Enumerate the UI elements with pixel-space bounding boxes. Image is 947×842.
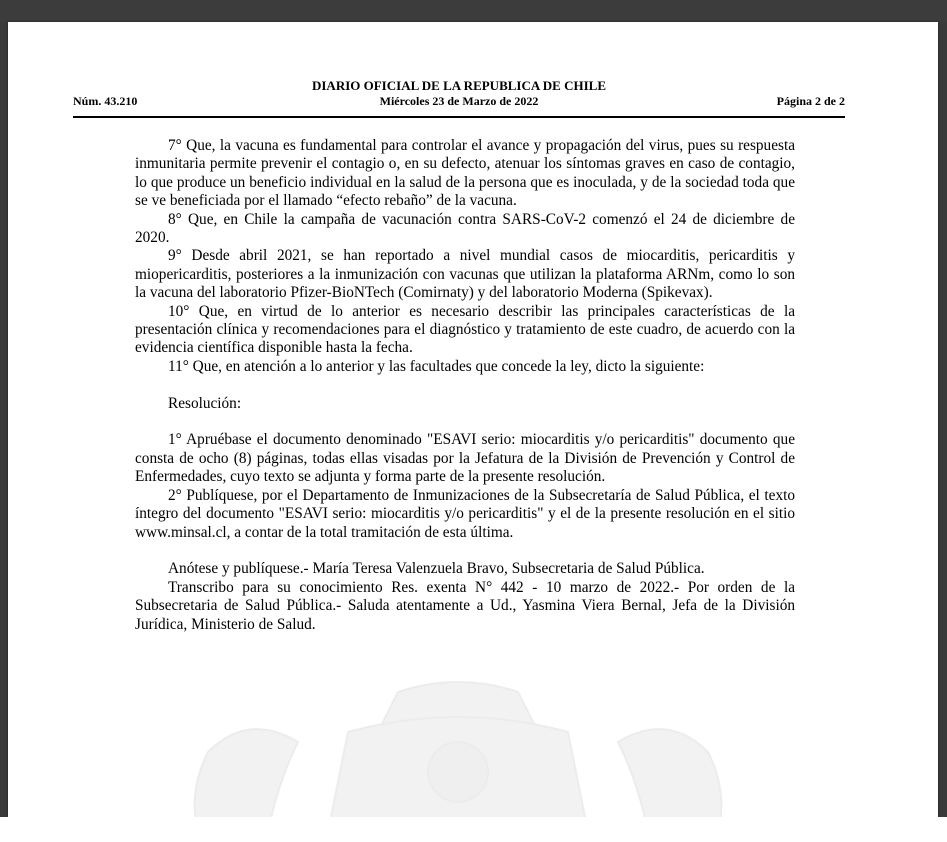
viewer-toolbar [0, 0, 947, 22]
coat-of-arms-watermark [148, 672, 768, 817]
paragraph-10: 10° Que, en virtud de lo anterior es necesario describir las principales características de la presentación clínica y recomendaciones para el diagnóstico y tratamiento de este cuadro, de acuerdo con la evidencia científica disponible hasta la fecha. [135, 302, 795, 357]
transcription-note: Transcribo para su conocimiento Res. exenta N° 442 - 10 marzo de 2022.- Por orden de la Subsecretaria de Salud Pública.- Saluda atentamente a Ud., Yasmina Viera Bernal, Jefa de la División Jurídica, Ministerio de Salud. [135, 578, 795, 633]
paragraph-9: 9° Desde abril 2021, se han reportado a nivel mundial casos de miocarditis, pericarditis y miopericarditis, posteriores a la inmunización con vacunas que utilizan la plataforma ARNm, como lo son la vacuna del laboratorio Pfizer-BioNTech (Comirnaty) y del laboratorio Moderna (Spikevax). [135, 247, 795, 302]
resolution-item-1: 1° Apruébase el documento denominado "ESAVI serio: miocarditis y/o pericarditis" documento que consta de ocho (8) páginas, todas ellas visadas por la Jefatura de la División de Prevención y Control de Enfermedades, cuyo texto se adjunta y forma parte de la presente resolución. [135, 431, 795, 486]
paragraph-8: 8° Que, en Chile la campaña de vacunación contra SARS-CoV-2 comenzó el 24 de diciembre de 2020. [135, 210, 795, 247]
document-header [73, 78, 845, 118]
document-body [135, 137, 795, 634]
resolution-heading: Resolución: [168, 394, 242, 412]
resolution-item-2: 2° Publíquese, por el Departamento de Inmunizaciones de la Subsecretaría de Salud Pública, el texto íntegro del documento "ESAVI serio: miocarditis y/o pericarditis" y el de la presente resolución en el sitio www.minsal.cl, a contar de la total tramitación de esta última. [135, 486, 795, 541]
page-number: Página 2 de 2 [776, 94, 845, 108]
issue-date: Miércoles 23 de Marzo de 2022 [379, 94, 539, 108]
paragraph-7: 7° Que, la vacuna es fundamental para controlar el avance y propagación del virus, pues su respuesta inmunitaria permite prevenir el contagio o, en su defecto, atenuar los síntomas graves en caso de contagio, lo que produce un beneficio individual en la salud de la persona que es inoculada, y de la sociedad toda que se ve beneficiada por el llamado “efecto rebaño” de la vacuna. [135, 137, 795, 210]
issue-number: Núm. 43.210 [73, 94, 138, 108]
signature-line: Anótese y publíquese.- María Teresa Valenzuela Bravo, Subsecretaria de Salud Pública. [168, 560, 705, 578]
document-page [8, 22, 938, 817]
viewer-bottom-area [0, 817, 947, 842]
newspaper-title: DIARIO OFICIAL DE LA REPUBLICA DE CHILE [311, 78, 606, 93]
paragraph-11: 11° Que, en atención a lo anterior y las facultades que concede la ley, dicto la siguiente: [168, 357, 705, 375]
